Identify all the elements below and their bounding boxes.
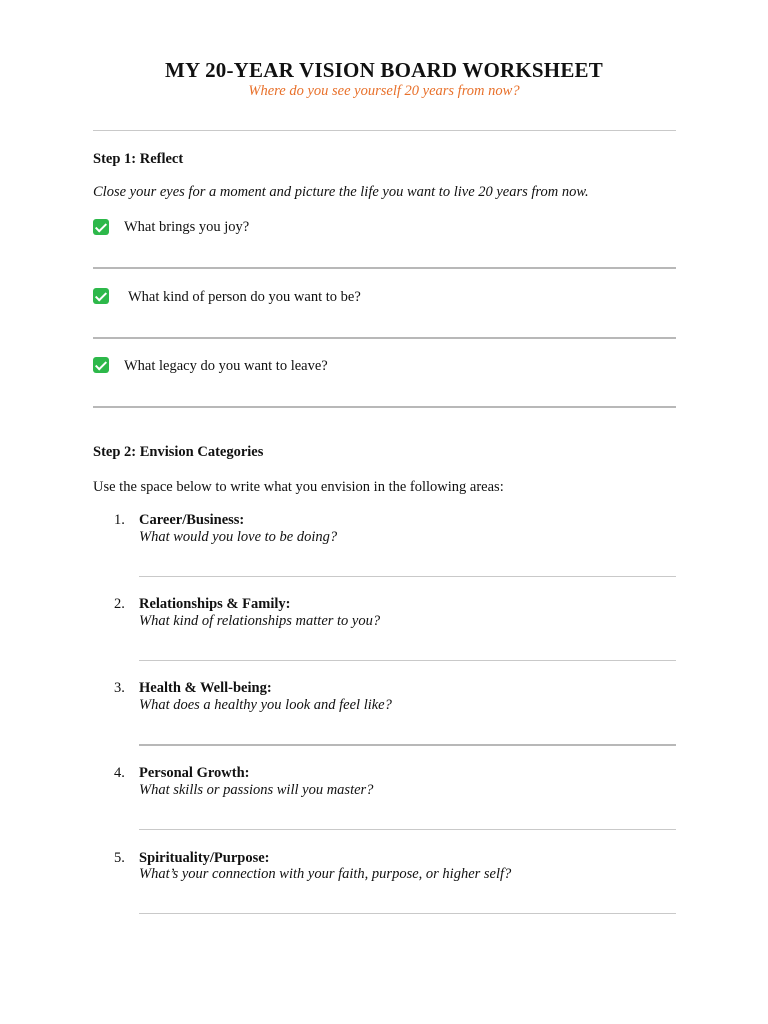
answer-line-3[interactable] [93,406,676,408]
category-prompt: What kind of relationships matter to you? [139,613,381,629]
category-number: 4. [114,765,125,781]
check-box-icon [93,357,109,373]
category-number: 5. [114,850,125,866]
category-label: Personal Growth: [139,765,250,781]
category-label: Health & Well-being: [139,680,272,696]
category-answer-line-5[interactable] [139,913,676,914]
category-number: 3. [114,680,125,696]
header-divider [93,130,676,131]
category-answer-line-2[interactable] [139,660,676,661]
category-answer-line-1[interactable] [139,576,676,577]
answer-line-1[interactable] [93,267,676,269]
question-text: What kind of person do you want to be? [128,289,361,305]
page-title: MY 20-YEAR VISION BOARD WORKSHEET [165,58,603,82]
category-number: 2. [114,596,125,612]
category-prompt: What’s your connection with your faith, purpose, or higher self? [139,866,512,882]
page-subtitle: Where do you see yourself 20 years from now? [248,83,520,99]
check-box-icon [93,288,109,304]
answer-line-2[interactable] [93,337,676,339]
step1-instruction: Close your eyes for a moment and picture the life you want to live 20 years from now. [93,184,589,200]
category-number: 1. [114,512,125,528]
category-prompt: What skills or passions will you master? [139,782,374,798]
category-label: Career/Business: [139,512,245,528]
question-text: What legacy do you want to leave? [124,358,328,374]
check-box-icon [93,219,109,235]
step2-instruction: Use the space below to write what you envision in the following areas: [93,479,504,495]
category-answer-line-3[interactable] [139,744,676,746]
category-label: Spirituality/Purpose: [139,850,270,866]
step2-heading: Step 2: Envision Categories [93,444,264,460]
category-label: Relationships & Family: [139,596,291,612]
category-prompt: What does a healthy you look and feel like? [139,697,392,713]
step1-heading: Step 1: Reflect [93,151,184,167]
category-prompt: What would you love to be doing? [139,529,338,545]
question-text: What brings you joy? [124,219,250,235]
category-answer-line-4[interactable] [139,829,676,830]
